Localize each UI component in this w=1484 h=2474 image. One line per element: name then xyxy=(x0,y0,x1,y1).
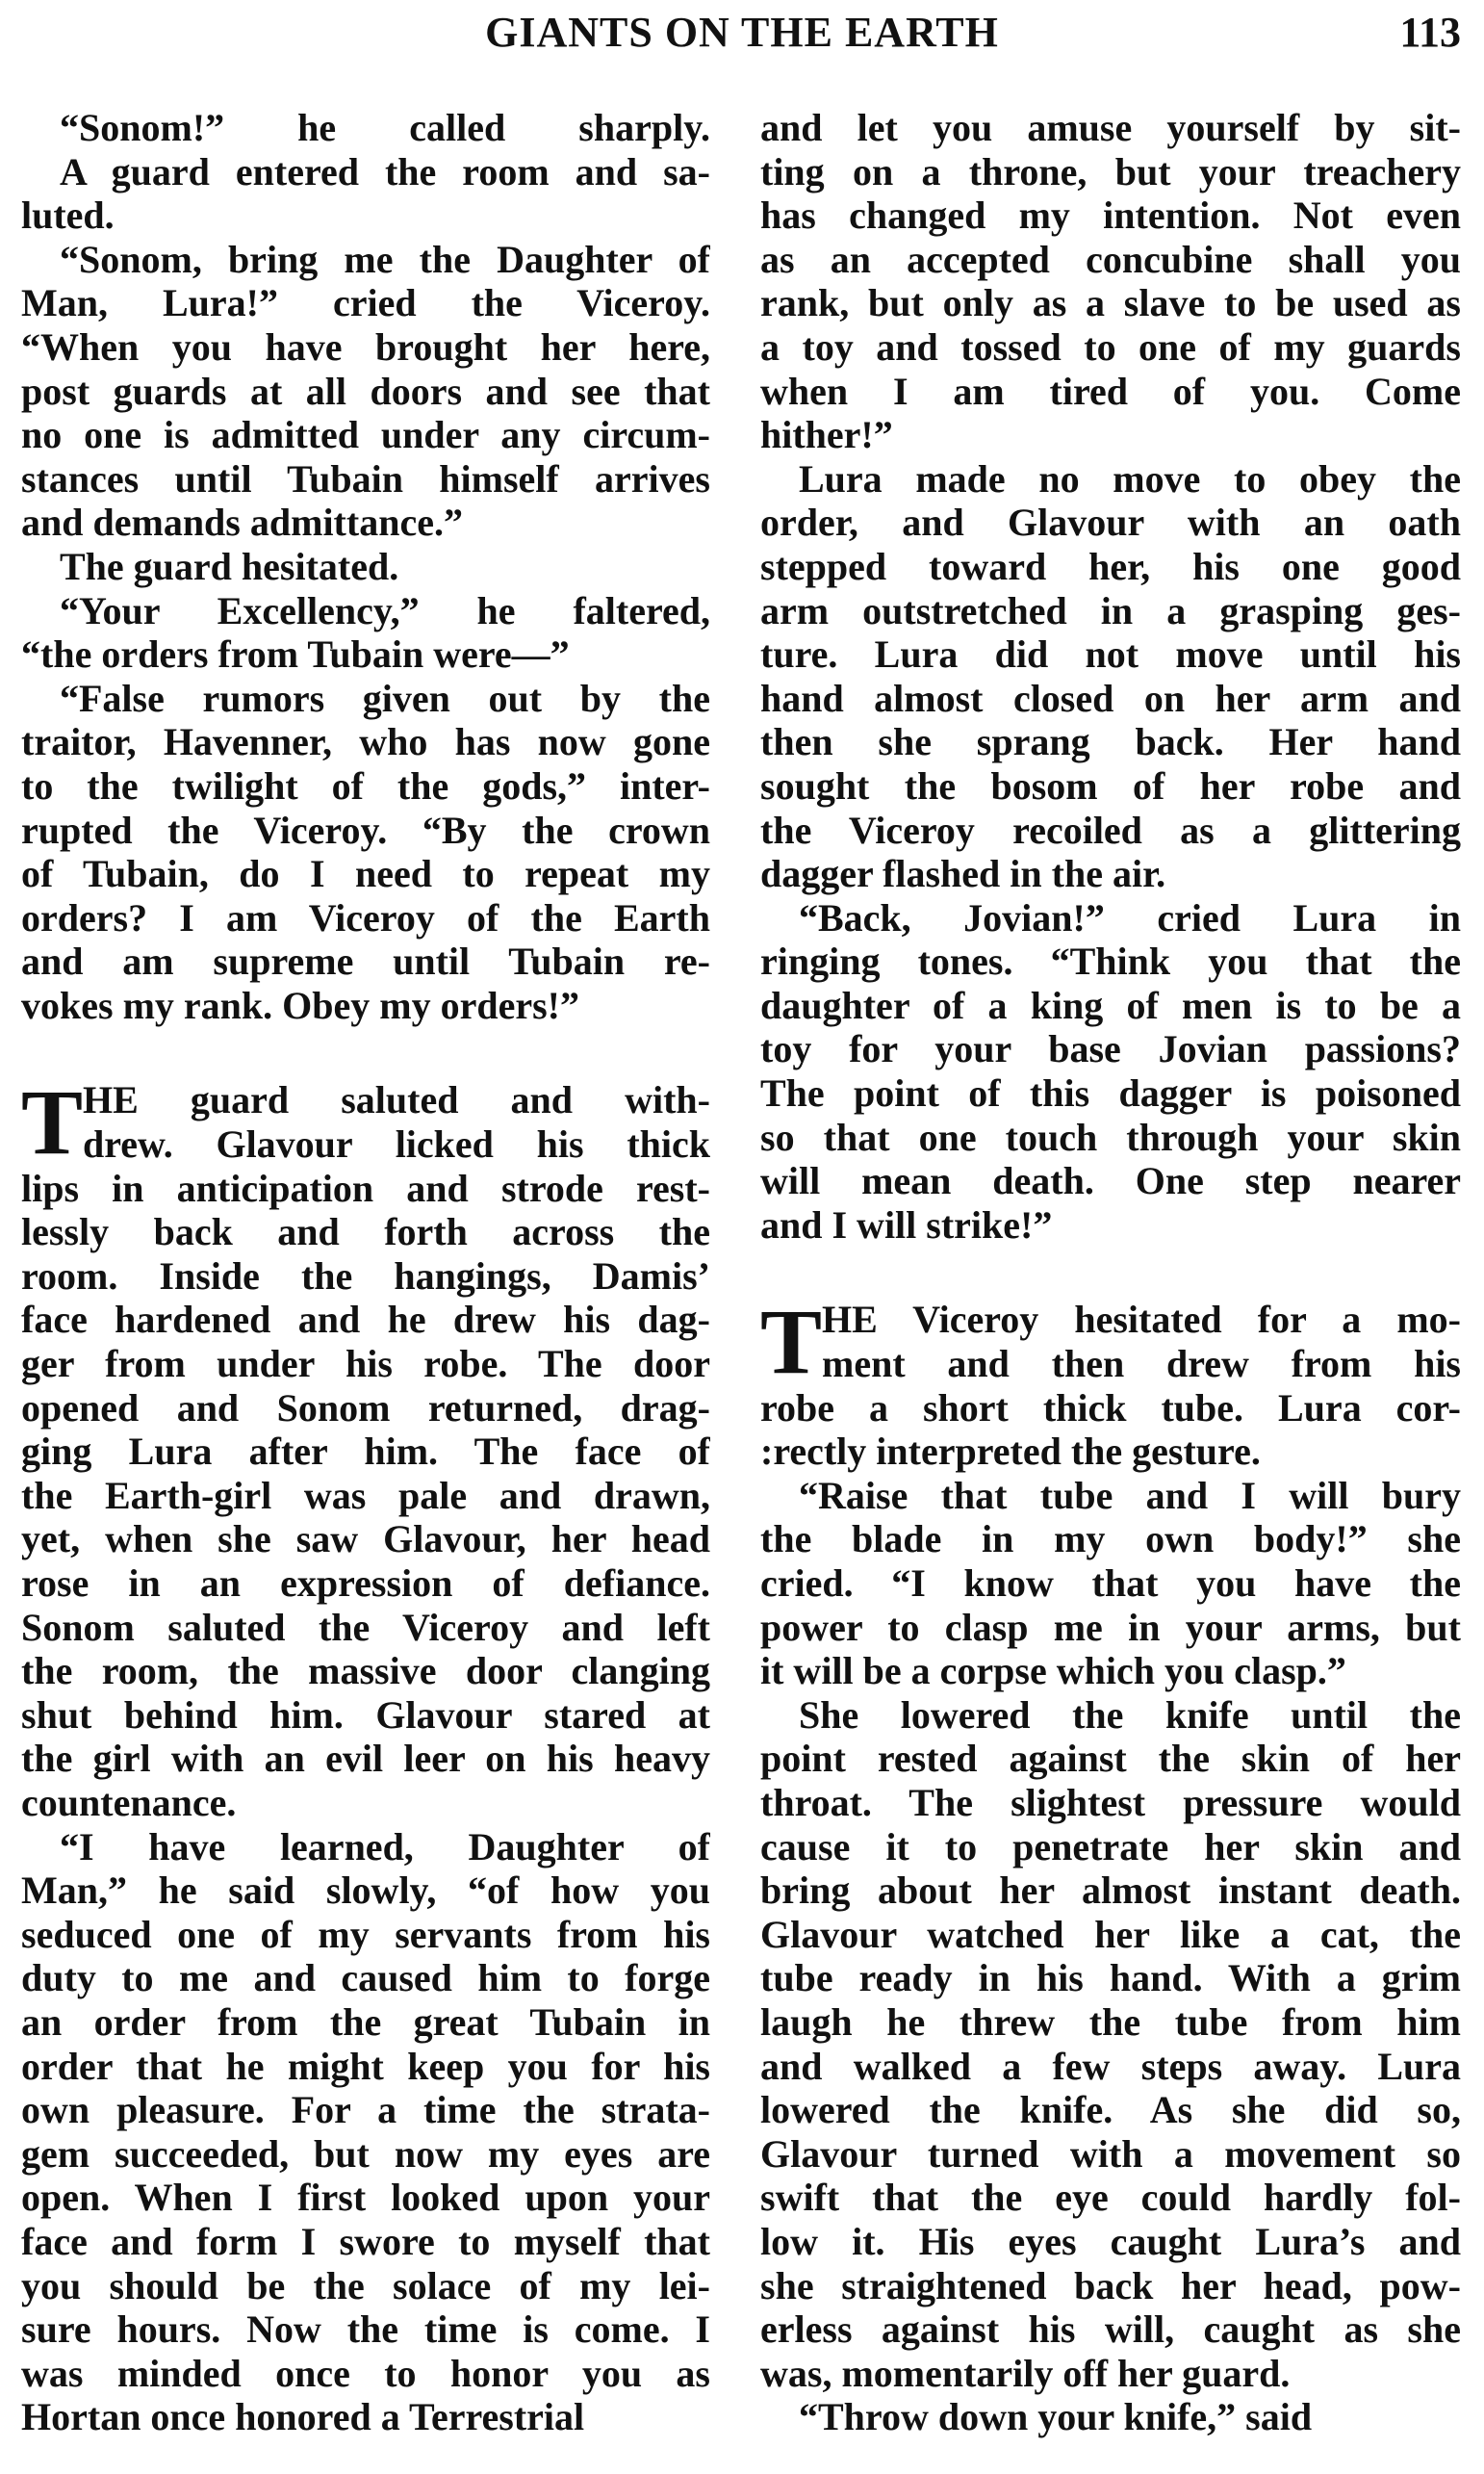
text-line: sought the bosom of her robe and xyxy=(760,763,1461,808)
left-text-block-1 xyxy=(21,106,710,1027)
text-line: HE Viceroy hesitated for a mo- xyxy=(822,1298,1461,1342)
section-break xyxy=(760,1247,1461,1298)
text-line: countenance. xyxy=(21,1780,237,1824)
right-column xyxy=(760,106,1461,2439)
text-line: orders? I am Viceroy of the Earth xyxy=(21,895,710,940)
section-break xyxy=(21,1027,710,1078)
text-line: the blade in my own body!” she xyxy=(760,1517,1461,1561)
text-line: face and form I swore to myself that xyxy=(21,2219,710,2263)
text-line: “Raise that tube and I will bury xyxy=(799,1473,1461,1517)
text-line: gem succeeded, but now my eyes are xyxy=(21,2131,710,2176)
text-line: when I am tired of you. Come xyxy=(760,369,1461,413)
text-line: tube ready in his hand. With a grim xyxy=(760,1956,1461,2000)
text-line: no one is admitted under any circum- xyxy=(21,413,710,457)
text-line: Man, Lura!” cried the Viceroy. xyxy=(21,281,710,325)
text-line: “I have learned, Daughter of xyxy=(60,1824,710,1868)
text-line: order that he might keep you for his xyxy=(21,2044,710,2088)
text-line: toy for your base Jovian passions? xyxy=(760,1027,1461,1071)
text-line: ting on a throne, but your treachery xyxy=(760,149,1461,193)
text-line: you should be the solace of my lei- xyxy=(21,2263,710,2307)
drop-cap: T xyxy=(21,1070,84,1174)
text-line: the girl with an evil leer on his heavy xyxy=(21,1737,710,1781)
page-number: 113 xyxy=(1399,9,1461,56)
text-line: to the twilight of the gods,” inter- xyxy=(21,763,710,808)
text-line: the Viceroy recoiled as a glittering xyxy=(760,808,1461,852)
text-line: post guards at all doors and see that xyxy=(21,369,710,413)
text-line: so that one touch through your skin xyxy=(760,1115,1461,1159)
text-line: duty to me and caused him to forge xyxy=(21,1956,710,2000)
text-line: face hardened and he drew his dag- xyxy=(21,1298,710,1342)
text-line: as an accepted concubine shall you xyxy=(760,237,1461,281)
text-line: open. When I first looked upon your xyxy=(21,2176,710,2220)
text-line: “False rumors given out by the xyxy=(60,676,710,720)
text-line: Lura made no move to obey the xyxy=(799,456,1461,501)
text-line: and walked a few steps away. Lura xyxy=(760,2044,1461,2088)
text-line: daughter of a king of men is to be a xyxy=(760,983,1461,1027)
text-line: erless against his will, caught as she xyxy=(760,2307,1461,2352)
text-line: The guard hesitated. xyxy=(60,544,399,588)
text-line: vokes my rank. Obey my orders!” xyxy=(21,983,579,1027)
text-line: bring about her almost instant death. xyxy=(760,1868,1461,1913)
text-line: cried. “I know that you have the xyxy=(760,1561,1461,1605)
running-title: GIANTS ON THE EARTH xyxy=(485,9,999,56)
text-line: of Tubain, do I need to repeat my xyxy=(21,852,710,896)
text-line: then she sprang back. Her hand xyxy=(760,720,1461,764)
left-column xyxy=(21,106,710,2439)
text-line: the Earth-girl was pale and drawn, xyxy=(21,1473,710,1517)
text-line: Glavour turned with a movement so xyxy=(760,2131,1461,2176)
text-line: cause it to penetrate her skin and xyxy=(760,1824,1461,1868)
text-line: throat. The slightest pressure would xyxy=(760,1780,1461,1824)
text-line: “When you have brought her here, xyxy=(21,324,710,369)
text-line: hand almost closed on her arm and xyxy=(760,676,1461,720)
text-line: sure hours. Now the time is come. I xyxy=(21,2307,710,2352)
text-line: it will be a corpse which you clasp.” xyxy=(760,1649,1346,1693)
text-line: The point of this dagger is poisoned xyxy=(760,1071,1461,1116)
text-line: and I will strike!” xyxy=(760,1202,1053,1247)
text-line: stances until Tubain himself arrives xyxy=(21,456,710,501)
text-line: “Throw down your knife,” said xyxy=(799,2395,1313,2439)
text-line: laugh he threw the tube from him xyxy=(760,1999,1461,2044)
text-line: drew. Glavour licked his thick xyxy=(83,1122,710,1167)
text-line: :rectly interpreted the gesture. xyxy=(760,1430,1261,1474)
text-line: rupted the Viceroy. “By the crown xyxy=(21,808,710,852)
text-line: “Sonom!” he called sharply. xyxy=(60,106,710,149)
text-line: hither!” xyxy=(760,413,893,457)
text-line: was minded once to honor you as xyxy=(21,2351,710,2395)
text-line: lowered the knife. As she did so, xyxy=(760,2088,1461,2132)
text-line: the room, the massive door clanging xyxy=(21,1649,710,1693)
text-line: “Sonom, bring me the Daughter of xyxy=(60,237,710,281)
text-line: robe a short thick tube. Lura cor- xyxy=(760,1385,1461,1430)
text-line: She lowered the knife until the xyxy=(799,1692,1461,1737)
text-line: lips in anticipation and strode rest- xyxy=(21,1166,710,1210)
text-line: room. Inside the hangings, Damis’ xyxy=(21,1253,710,1298)
text-line: and demands admittance.” xyxy=(21,501,463,545)
text-line: low it. His eyes caught Lura’s and xyxy=(760,2219,1461,2263)
text-line: Hortan once honored a Terrestrial xyxy=(21,2395,585,2439)
text-line: own pleasure. For a time the strata- xyxy=(21,2088,710,2132)
text-line: power to clasp me in your arms, but xyxy=(760,1605,1461,1649)
text-line: rose in an expression of defiance. xyxy=(21,1561,710,1605)
text-line: a toy and tossed to one of my guards xyxy=(760,324,1461,369)
text-line: luted. xyxy=(21,193,115,238)
text-line: lessly back and forth across the xyxy=(21,1210,710,1254)
text-line: traitor, Havenner, who has now gone xyxy=(21,720,710,764)
text-line: rank, but only as a slave to be used as xyxy=(760,281,1461,325)
text-line: opened and Sonom returned, drag- xyxy=(21,1385,710,1430)
text-line: Sonom saluted the Viceroy and left xyxy=(21,1605,710,1649)
text-line: Man,” he said slowly, “of how you xyxy=(21,1868,710,1913)
text-line: shut behind him. Glavour stared at xyxy=(21,1692,710,1737)
text-line: point rested against the skin of her xyxy=(760,1737,1461,1781)
text-line: swift that the eye could hardly fol- xyxy=(760,2176,1461,2220)
text-line: was, momentarily off her guard. xyxy=(760,2351,1291,2395)
text-line: seduced one of my servants from his xyxy=(21,1912,710,1956)
right-text-block-1 xyxy=(760,106,1461,1247)
text-line: ringing tones. “Think you that the xyxy=(760,940,1461,984)
text-line: “Your Excellency,” he faltered, xyxy=(60,588,710,632)
text-line: yet, when she saw Glavour, her head xyxy=(21,1517,710,1561)
text-line: and am supreme until Tubain re- xyxy=(21,940,710,984)
text-line: she straightened back her head, pow- xyxy=(760,2263,1461,2307)
text-line: dagger flashed in the air. xyxy=(760,852,1166,896)
text-line: “Back, Jovian!” cried Lura in xyxy=(799,895,1461,940)
text-line: “the orders from Tubain were—” xyxy=(21,632,570,677)
text-line: HE guard saluted and with- xyxy=(83,1078,710,1122)
text-line: and let you amuse yourself by sit- xyxy=(760,106,1461,149)
text-line: arm outstretched in a grasping ges- xyxy=(760,588,1461,632)
text-line: ment and then drew from his xyxy=(822,1342,1461,1386)
text-line: ger from under his robe. The door xyxy=(21,1342,710,1386)
text-line: Glavour watched her like a cat, the xyxy=(760,1912,1461,1956)
drop-cap: T xyxy=(760,1290,823,1394)
text-line: ging Lura after him. The face of xyxy=(21,1430,710,1474)
text-line: ture. Lura did not move until his xyxy=(760,632,1461,677)
text-line: order, and Glavour with an oath xyxy=(760,501,1461,545)
left-text-block-2 xyxy=(21,1070,710,2439)
right-text-block-2 xyxy=(760,1290,1461,2439)
text-line: an order from the great Tubain in xyxy=(21,1999,710,2044)
text-line: stepped toward her, his one good xyxy=(760,544,1461,588)
text-line: A guard entered the room and sa- xyxy=(60,149,710,193)
text-line: has changed my intention. Not even xyxy=(760,193,1461,238)
page-header xyxy=(0,8,1484,65)
text-line: will mean death. One step nearer xyxy=(760,1159,1461,1203)
